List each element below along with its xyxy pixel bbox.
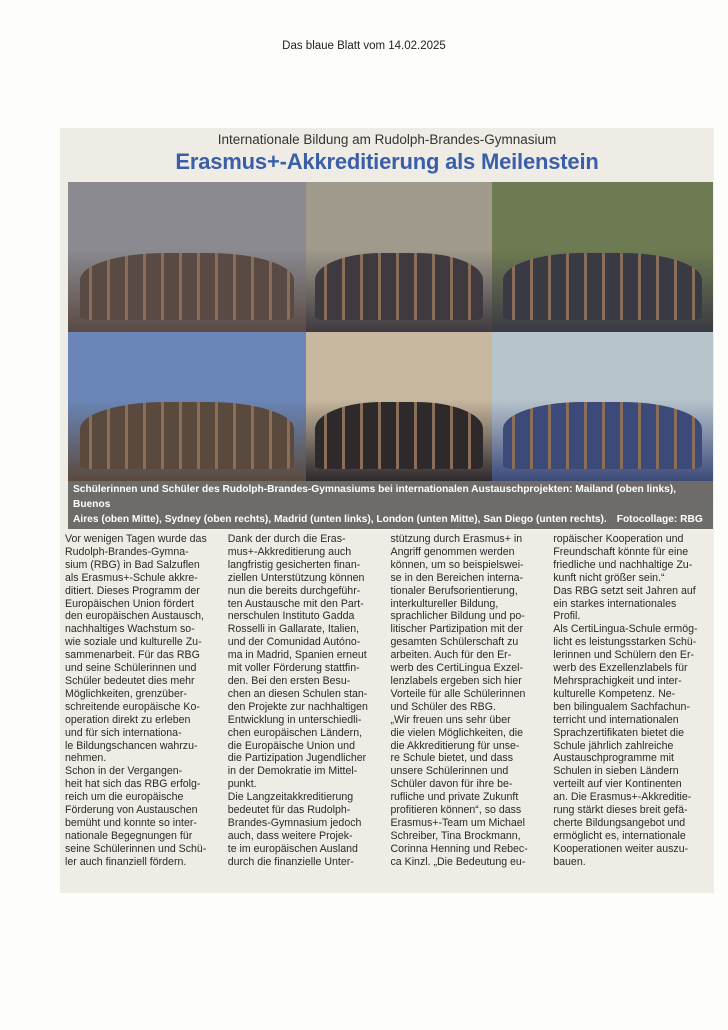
text-line: Corinna Henning und Rebec- — [390, 842, 528, 855]
text-line: licht es leistungsstarken Schü- — [553, 636, 697, 649]
text-line: Entwicklung in unterschiedli- — [227, 713, 362, 726]
article-column-1 — [65, 533, 221, 869]
article-column-3 — [391, 533, 547, 869]
text-line: auch, dass weitere Projek- — [227, 829, 353, 842]
photo-caption — [68, 481, 713, 529]
text-line: terricht und internationalen — [553, 713, 679, 726]
text-line: und der Comunidad Autóno- — [227, 636, 361, 649]
text-line: schreitende europäische Ko- — [65, 700, 200, 713]
text-line: Die Langzeitakkreditierung — [227, 791, 354, 804]
text-line: nerschulen Instituto Gadda — [227, 610, 355, 623]
photo-sydney — [492, 182, 713, 332]
text-line: Vorteile für alle Schülerinnen — [390, 687, 526, 700]
text-line: ten Austausche mit den Part- — [227, 597, 364, 610]
text-line: ditiert. Dieses Programm der — [65, 584, 200, 597]
text-line: seine Schülerinnen und Schü- — [65, 842, 207, 855]
text-line: Schüler bedeutet dies mehr — [65, 674, 195, 687]
text-line: Dank der durch die Eras- — [227, 533, 346, 545]
photo-san-diego — [492, 332, 713, 481]
article-body — [65, 533, 709, 869]
text-line: se in den Bereichen interna- — [390, 571, 524, 584]
text-line: profitieren können“, so dass — [390, 804, 522, 817]
text-line: ler auch finanziell fördern. — [65, 855, 187, 868]
text-line: nun die bereits durchgeführ- — [227, 584, 361, 597]
text-line: stützung durch Erasmus+ in — [390, 533, 523, 545]
text-line: ziellen Unterstützung können — [227, 571, 365, 584]
text-line: in der Demokratie im Mittel- — [227, 765, 358, 778]
text-line: Das RBG setzt seit Jahren auf — [553, 584, 696, 597]
text-line: lerinnen und Schülern den Er- — [553, 649, 694, 662]
text-line: Mehrsprachigkeit und inter- — [553, 674, 682, 687]
text-line: Möglichkeiten, grenzüber- — [65, 687, 187, 700]
article-headline: Erasmus+-Akkreditierung als Meilenstein — [175, 149, 599, 174]
article-kicker: Internationale Bildung am Rudolph-Brandes-Gymnasium — [217, 132, 557, 147]
caption-line-1: Schülerinnen und Schüler des Rudolph-Brandes-Gymnasiums bei internationalen Austauschprojekten: Mailand (oben links), Buenos — [73, 484, 677, 510]
text-line: re Schule bietet, und dass — [390, 752, 513, 765]
photo-collage — [68, 182, 713, 481]
text-line: chen an diesen Schulen stan- — [227, 687, 368, 700]
text-line: die Partizipation Jugendlicher — [227, 752, 367, 765]
text-line: mit voller Förderung stattfin- — [227, 662, 360, 675]
text-line: und Schüler des RBG. — [390, 700, 496, 713]
caption-line-2: Aires (oben Mitte), Sydney (oben rechts), Madrid (unten links), London (unten Mitte), San Diego (unten rechts). — [73, 514, 607, 525]
text-line: ein starkes internationales — [553, 597, 677, 610]
newspaper-clipping — [60, 128, 714, 893]
text-line: heit hat sich das RBG erfolg- — [65, 778, 201, 791]
text-line: als Erasmus+-Schule akkre- — [65, 571, 198, 584]
group-of-students — [80, 402, 294, 469]
article-column-2 — [228, 533, 384, 869]
text-line: te im europäischen Ausland — [227, 842, 358, 855]
text-line: bemüht und konnte so inter- — [65, 816, 197, 829]
text-line: ben bilingualem Sachfachun- — [553, 700, 690, 713]
text-line: nationale Begegnungen für — [65, 829, 193, 842]
text-line: rufliche und private Zukunft — [390, 791, 519, 804]
group-of-students — [503, 402, 702, 469]
photo-buenos-aires — [306, 182, 492, 332]
text-line: Schule jährlich zahlreiche — [553, 739, 674, 752]
photo-madrid — [68, 332, 306, 481]
text-line: langfristig gesicherten finan- — [227, 558, 361, 571]
text-line: Brandes-Gymnasium jedoch — [227, 816, 362, 829]
text-line: verteilt auf vier Kontinenten — [553, 778, 682, 791]
text-line: Angriff genommen werden — [390, 545, 515, 558]
article-column-4 — [553, 533, 709, 869]
text-line: tionaler Berufsorientierung, — [390, 584, 518, 597]
text-line: Europäischen Union fördert — [65, 597, 194, 610]
text-line: können, um so beispielswei- — [390, 558, 524, 571]
text-line: ropäischer Kooperation und — [553, 533, 684, 545]
text-line: werb des Exzellenzlabels für — [553, 662, 688, 675]
text-line: cherte Bildungsangebot und — [553, 816, 686, 829]
text-line: lenzlabels ergeben sich hier — [390, 674, 522, 687]
text-line: rung stärkt dieses breit gefä- — [553, 804, 688, 817]
text-line: den Projekte zur nachhaltigen — [227, 700, 368, 713]
group-of-students — [315, 402, 482, 469]
text-line: ermöglicht es, internationale — [553, 829, 686, 842]
source-line: Das blaue Blatt vom 14.02.2025 — [282, 40, 446, 52]
text-line: kulturelle Kompetenz. Ne- — [553, 687, 676, 700]
text-line: Vor wenigen Tagen wurde das — [65, 533, 207, 545]
text-line: chen europäischen Ländern, — [227, 726, 363, 739]
text-line: le Bildungschancen wahrzu- — [65, 739, 198, 752]
text-line: unsere Schülerinnen und — [390, 765, 509, 778]
text-line: punkt. — [227, 778, 257, 791]
text-line: mus+-Akkreditierung auch — [227, 545, 352, 558]
text-line: sium (RBG) in Bad Salzuflen — [65, 558, 200, 571]
text-line: an. Die Erasmus+-Akkreditie- — [553, 791, 692, 804]
text-line: bedeutet für das Rudolph- — [227, 804, 351, 817]
group-of-students — [503, 253, 702, 321]
text-line: operation direkt zu erleben — [65, 713, 191, 726]
text-line: Förderung von Austauschen — [65, 804, 198, 817]
text-line: Schulen in sieben Ländern — [553, 765, 679, 778]
text-line: Kooperationen weiter auszu- — [553, 842, 689, 855]
text-line: friedliche und nachhaltige Zu- — [553, 558, 693, 571]
text-line: durch die finanzielle Unter- — [227, 855, 354, 868]
text-line: und für sich internationa- — [65, 726, 182, 739]
text-line: Schon in der Vergangen- — [65, 765, 183, 778]
text-line: sprachlicher Bildung und po- — [390, 610, 525, 623]
text-line: den europäischen Austausch, — [65, 610, 204, 623]
photo-mailand — [68, 182, 306, 332]
text-line: reich um die europäische — [65, 791, 184, 804]
text-line: Schüler davon für ihre be- — [390, 778, 513, 791]
photo-credit: Fotocollage: RBG — [616, 514, 703, 525]
text-line: nachhaltiges Wachstum so- — [65, 623, 195, 636]
text-line: kunft nicht größer sein.“ — [553, 571, 665, 584]
text-line: Rosselli in Gallarate, Italien, — [227, 623, 360, 636]
group-of-students — [80, 253, 294, 321]
text-line: Freundschaft könnte für eine — [553, 545, 689, 558]
text-line: wie soziale und kulturelle Zu- — [65, 636, 202, 649]
text-line: bauen. — [553, 855, 586, 868]
text-line: nehmen. — [65, 752, 107, 765]
text-line: ma in Madrid, Spanien erneut — [227, 649, 367, 662]
text-line: ca Kinzl. „Die Bedeutung eu- — [390, 855, 526, 868]
text-line: die vielen Möglichkeiten, die — [390, 726, 523, 739]
text-line: litischer Partizipation mit der — [390, 623, 523, 636]
text-line: „Wir freuen uns sehr über — [390, 713, 511, 726]
text-line: Rudolph-Brandes-Gymna- — [65, 545, 189, 558]
text-line: Sprachzertifikaten bietet die — [553, 726, 684, 739]
text-line: den. Bei den ersten Besu- — [227, 674, 351, 687]
photo-london — [306, 332, 492, 481]
text-line: arbeiten. Auch für den Er- — [390, 649, 512, 662]
text-line: Schreiber, Tina Brockmann, — [390, 829, 521, 842]
text-line: werb des CertiLingua Exzel- — [390, 662, 523, 675]
text-line: die Europäische Union und — [227, 739, 355, 752]
text-line: Profil. — [553, 610, 581, 623]
text-line: Austauschprogramme mit — [553, 752, 674, 765]
text-line: Erasmus+-Team um Michael — [390, 816, 526, 829]
text-line: interkultureller Bildung, — [390, 597, 499, 610]
text-line: sammenarbeit. Für das RBG — [65, 649, 200, 662]
text-line: gesamten Schülerschaft zu — [390, 636, 519, 649]
text-line: und seine Schülerinnen und — [65, 662, 197, 675]
text-line: Als CertiLingua-Schule ermög- — [553, 623, 698, 636]
group-of-students — [315, 253, 482, 321]
text-line: die Akkreditierung für unse- — [390, 739, 520, 752]
